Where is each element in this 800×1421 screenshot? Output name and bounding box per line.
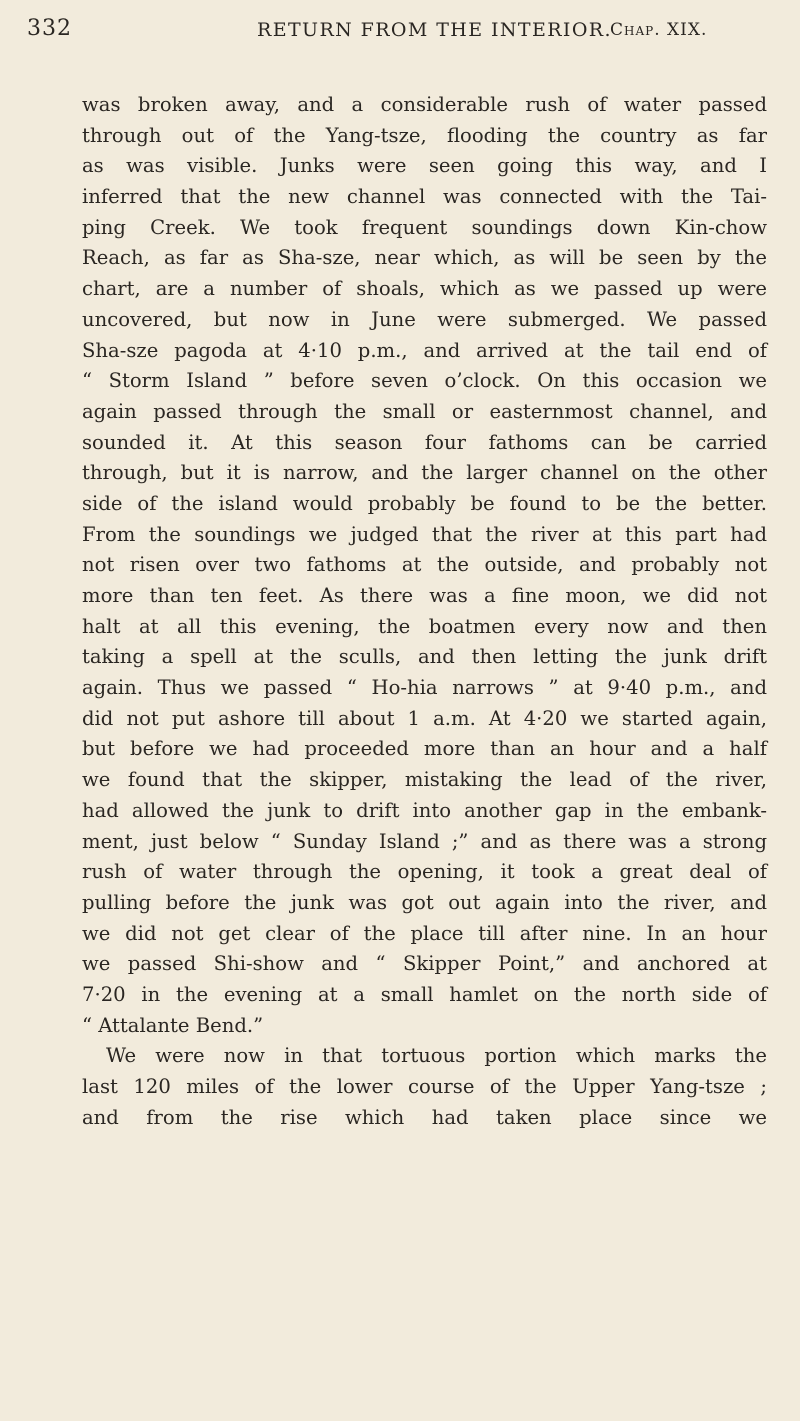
text-line: more than ten feet. As there was a fine moon, we did not [82, 584, 767, 607]
text-line: sounded it. At this season four fathoms can be carried [82, 430, 767, 454]
text-line: through out of the Yang-tsze, flooding the country as far [82, 123, 767, 147]
running-head [0, 12, 800, 52]
text-line: had allowed the junk to drift into another gap in the embank- [82, 798, 767, 822]
text-line: “ Storm Island ” before seven o’clock. On this occasion we [82, 369, 767, 393]
paragraph-start-line: We were now in that tortuous portion which marks the [106, 1044, 767, 1068]
text-line: but before we had proceeded more than an hour and a half [82, 737, 767, 761]
text-line: we did not get clear of the place till after nine. In an hour [82, 921, 767, 945]
text-line: inferred that the new channel was connected with the Tai- [82, 185, 767, 209]
text-line: we passed Shi-show and “ Skipper Point,” and anchored at [82, 952, 767, 976]
text-line: was broken away, and a considerable rush of water passed [82, 93, 767, 116]
text-line: side of the island would probably be found to be the better. [82, 491, 767, 515]
text-line: through, but it is narrow, and the larger channel on the other [82, 461, 767, 485]
text-line: ping Creek. We took frequent soundings down Kin-chow [82, 215, 767, 239]
text-line: rush of water through the opening, it took a great deal of [82, 860, 767, 884]
text-line: halt at all this evening, the boatmen every now and then [82, 614, 767, 638]
text-line: pulling before the junk was got out again into the river, and [82, 890, 767, 914]
text-line: taking a spell at the sculls, and then letting the junk drift [82, 645, 767, 669]
text-line: Reach, as far as Sha-sze, near which, as will be seen by the [82, 246, 767, 270]
text-line: again passed through the small or easternmost channel, and [82, 399, 767, 423]
text-line: From the soundings we judged that the river at this part had [82, 522, 767, 546]
text-line: again. Thus we passed “ Ho-hia narrows ” at 9·40 p.m., and [82, 676, 767, 700]
text-line: Sha-sze pagoda at 4·10 p.m., and arrived at the tail end of [82, 338, 767, 362]
text-line: ment, just below “ Sunday Island ;” and as there was a strong [82, 829, 767, 853]
text-line: not risen over two fathoms at the outside, and probably not [82, 553, 767, 577]
body-text [82, 90, 767, 1133]
text-line: last 120 miles of the lower course of the Upper Yang-tsze ; [82, 1075, 767, 1098]
text-line: uncovered, but now in June were submerged. We passed [82, 307, 767, 331]
text-line: as was visible. Junks were seen going this way, and I [82, 154, 767, 178]
chapter-reference: Chap. XIX. [610, 20, 708, 40]
paragraph-end-line: “ Attalante Bend.” [82, 1013, 264, 1037]
text-line: we found that the skipper, mistaking the lead of the river, [82, 768, 767, 792]
text-line: did not put ashore till about 1 a.m. At 4·20 we started again, [82, 706, 767, 730]
text-line: 7·20 in the evening at a small hamlet on the north side of [82, 982, 767, 1006]
page-number: 332 [27, 16, 72, 41]
text-line: chart, are a number of shoals, which as we passed up were [82, 277, 767, 301]
text-line: and from the rise which had taken place since we [82, 1105, 767, 1129]
running-title: RETURN FROM THE INTERIOR. [257, 19, 612, 41]
